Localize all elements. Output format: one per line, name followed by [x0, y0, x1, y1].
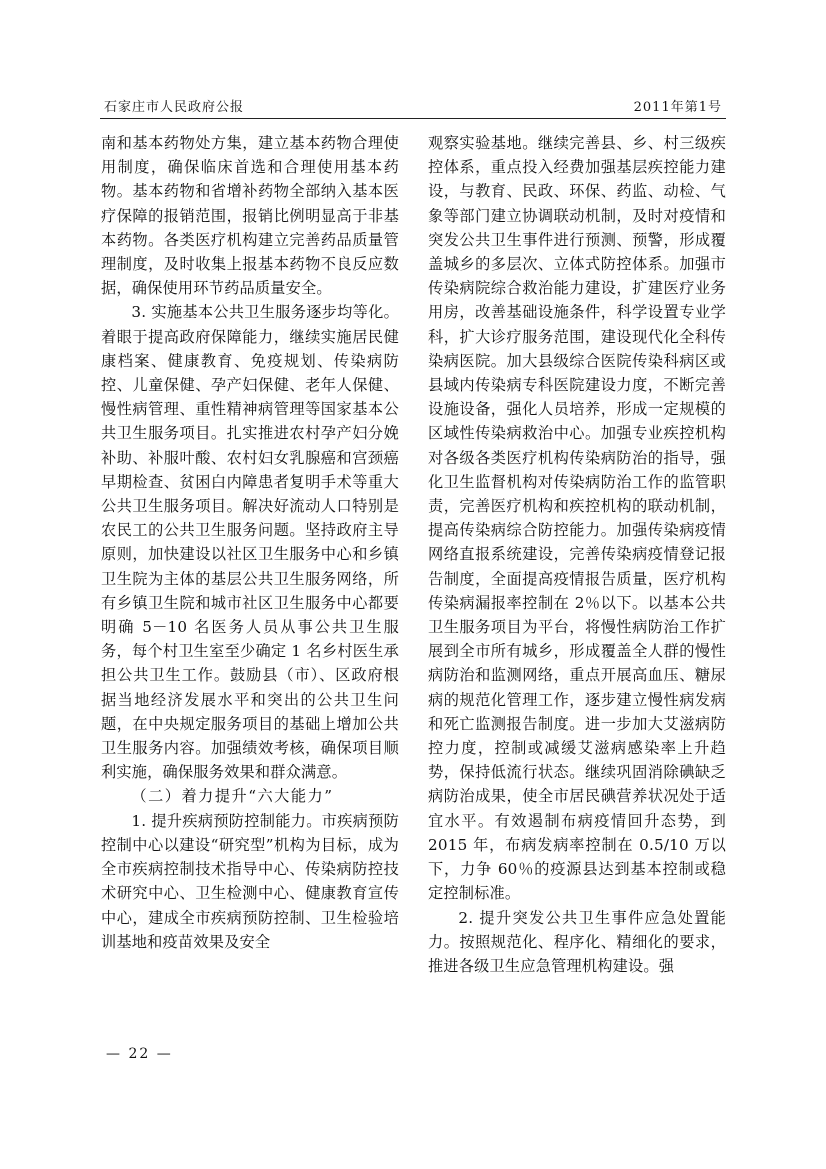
- section-heading: （二）着力提升“六大能力”: [131, 787, 334, 806]
- publication-title: 石家庄市人民政府公报: [104, 100, 245, 115]
- running-header: [100, 94, 726, 119]
- left-column: [101, 131, 399, 954]
- paragraph: 3. 实施基本公共卫生服务逐步均等化。着眼于提高政府保障能力，继续实施居民健康档案、健康教育、免疫规划、传染病防控、儿童保健、孕产妇保健、老年人保健、慢性病管理、重性精神病管理等国家基本公共卫生服务项目。扎实推进农村孕产妇分娩补助、补服叶酸、农村妇女乳腺癌和宫颈癌早期检查、贫困白内障患者复明手术等重大公共卫生服务项目。解决好流动人口特别是农民工的公共卫生服务问题。坚持政府主导原则，加快建设以社区卫生服务中心和乡镇卫生院为主体的基层公共卫生服务网络，所有乡镇卫生院和城市社区卫生服务中心都要明确 5－10 名医务人员从事公共卫生服务，每个村卫生室至少确定 1 名乡村医生承担公共卫生工作。鼓励县（市）、区政府根据当地经济发展水平和突出的公共卫生问题，在中央规定服务项目的基础上增加公共卫生服务内容。加强绩效考核，确保项目顺利实施，确保服务效果和群众满意。: [101, 303, 399, 782]
- paragraph: 观察实验基地。继续完善县、乡、村三级疾控体系，重点投入经费加强基层疾控能力建设，与教育、民政、环保、药监、动检、气象等部门建立协调联动机制，及时对疫情和突发公共卫生事件进行预测、预警，形成覆盖城乡的多层次、立体式防控体系。加强市传染病院综合救治能力建设，扩建医疗业务用房，改善基础设施条件，科学设置专业学科，扩大诊疗服务范围，建设现代化全科传染病医院。加大县级综合医院传染科病区或县域内传染病专科医院建设力度，不断完善设施设备，强化人员培养，形成一定规模的区域性传染病救治中心。加强专业疾控机构对各级各类医疗机构传染病防治的指导，强化卫生监督机构对传染病防治工作的监管职责，完善医疗机构和疾控机构的联动机制，提高传染病综合防控能力。加强传染病疫情网络直报系统建设，完善传染病疫情登记报告制度，全面提高疫情报告质量，医疗机构传染病漏报率控制在 2％以下。以基本公共卫生服务项目为平台，将慢性病防治工作扩展到全市所有城乡，形成覆盖全人群的慢性病防治和监测网络，重点开展高血压、糖尿病的规范化管理工作，逐步建立慢性病发病和死亡监测报告制度。进一步加大艾滋病防控力度，控制或减缓艾滋病感染率上升趋势，保持低流行状态。继续巩固消除碘缺乏病防治成果，使全市居民碘营养状况处于适宜水平。有效遏制布病疫情回升态势，到 2015 年，布病发病率控制在 0.5/10 万以下，力争 60％的疫源县达到基本控制或稳定控制标准。: [428, 134, 726, 903]
- issue-number: 2011年第1号: [633, 100, 722, 115]
- right-column: [428, 131, 726, 978]
- paragraph: 2. 提升突发公共卫生事件应急处置能力。按照规范化、程序化、精细化的要求，推进各级卫生应急管理机构建设。强: [428, 908, 726, 975]
- paragraph: 1. 提升疾病预防控制能力。市疾病预防控制中心以建设“研究型”机构为目标，成为全市疾病控制技术指导中心、传染病防控技术研究中心、卫生检测中心、健康教育宣传中心，建成全市疾病预防控制、卫生检验培训基地和疫苗效果及安全: [101, 811, 399, 951]
- page-number: — 22 —: [106, 1046, 173, 1062]
- paragraph: 南和基本药物处方集，建立基本药物合理使用制度，确保临床首选和合理使用基本药物。基本药物和省增补药物全部纳入基本医疗保障的报销范围，报销比例明显高于非基本药物。各类医疗机构建立完善药品质量管理制度，及时收集上报基本药物不良反应数据，确保使用环节药品质量安全。: [101, 134, 399, 298]
